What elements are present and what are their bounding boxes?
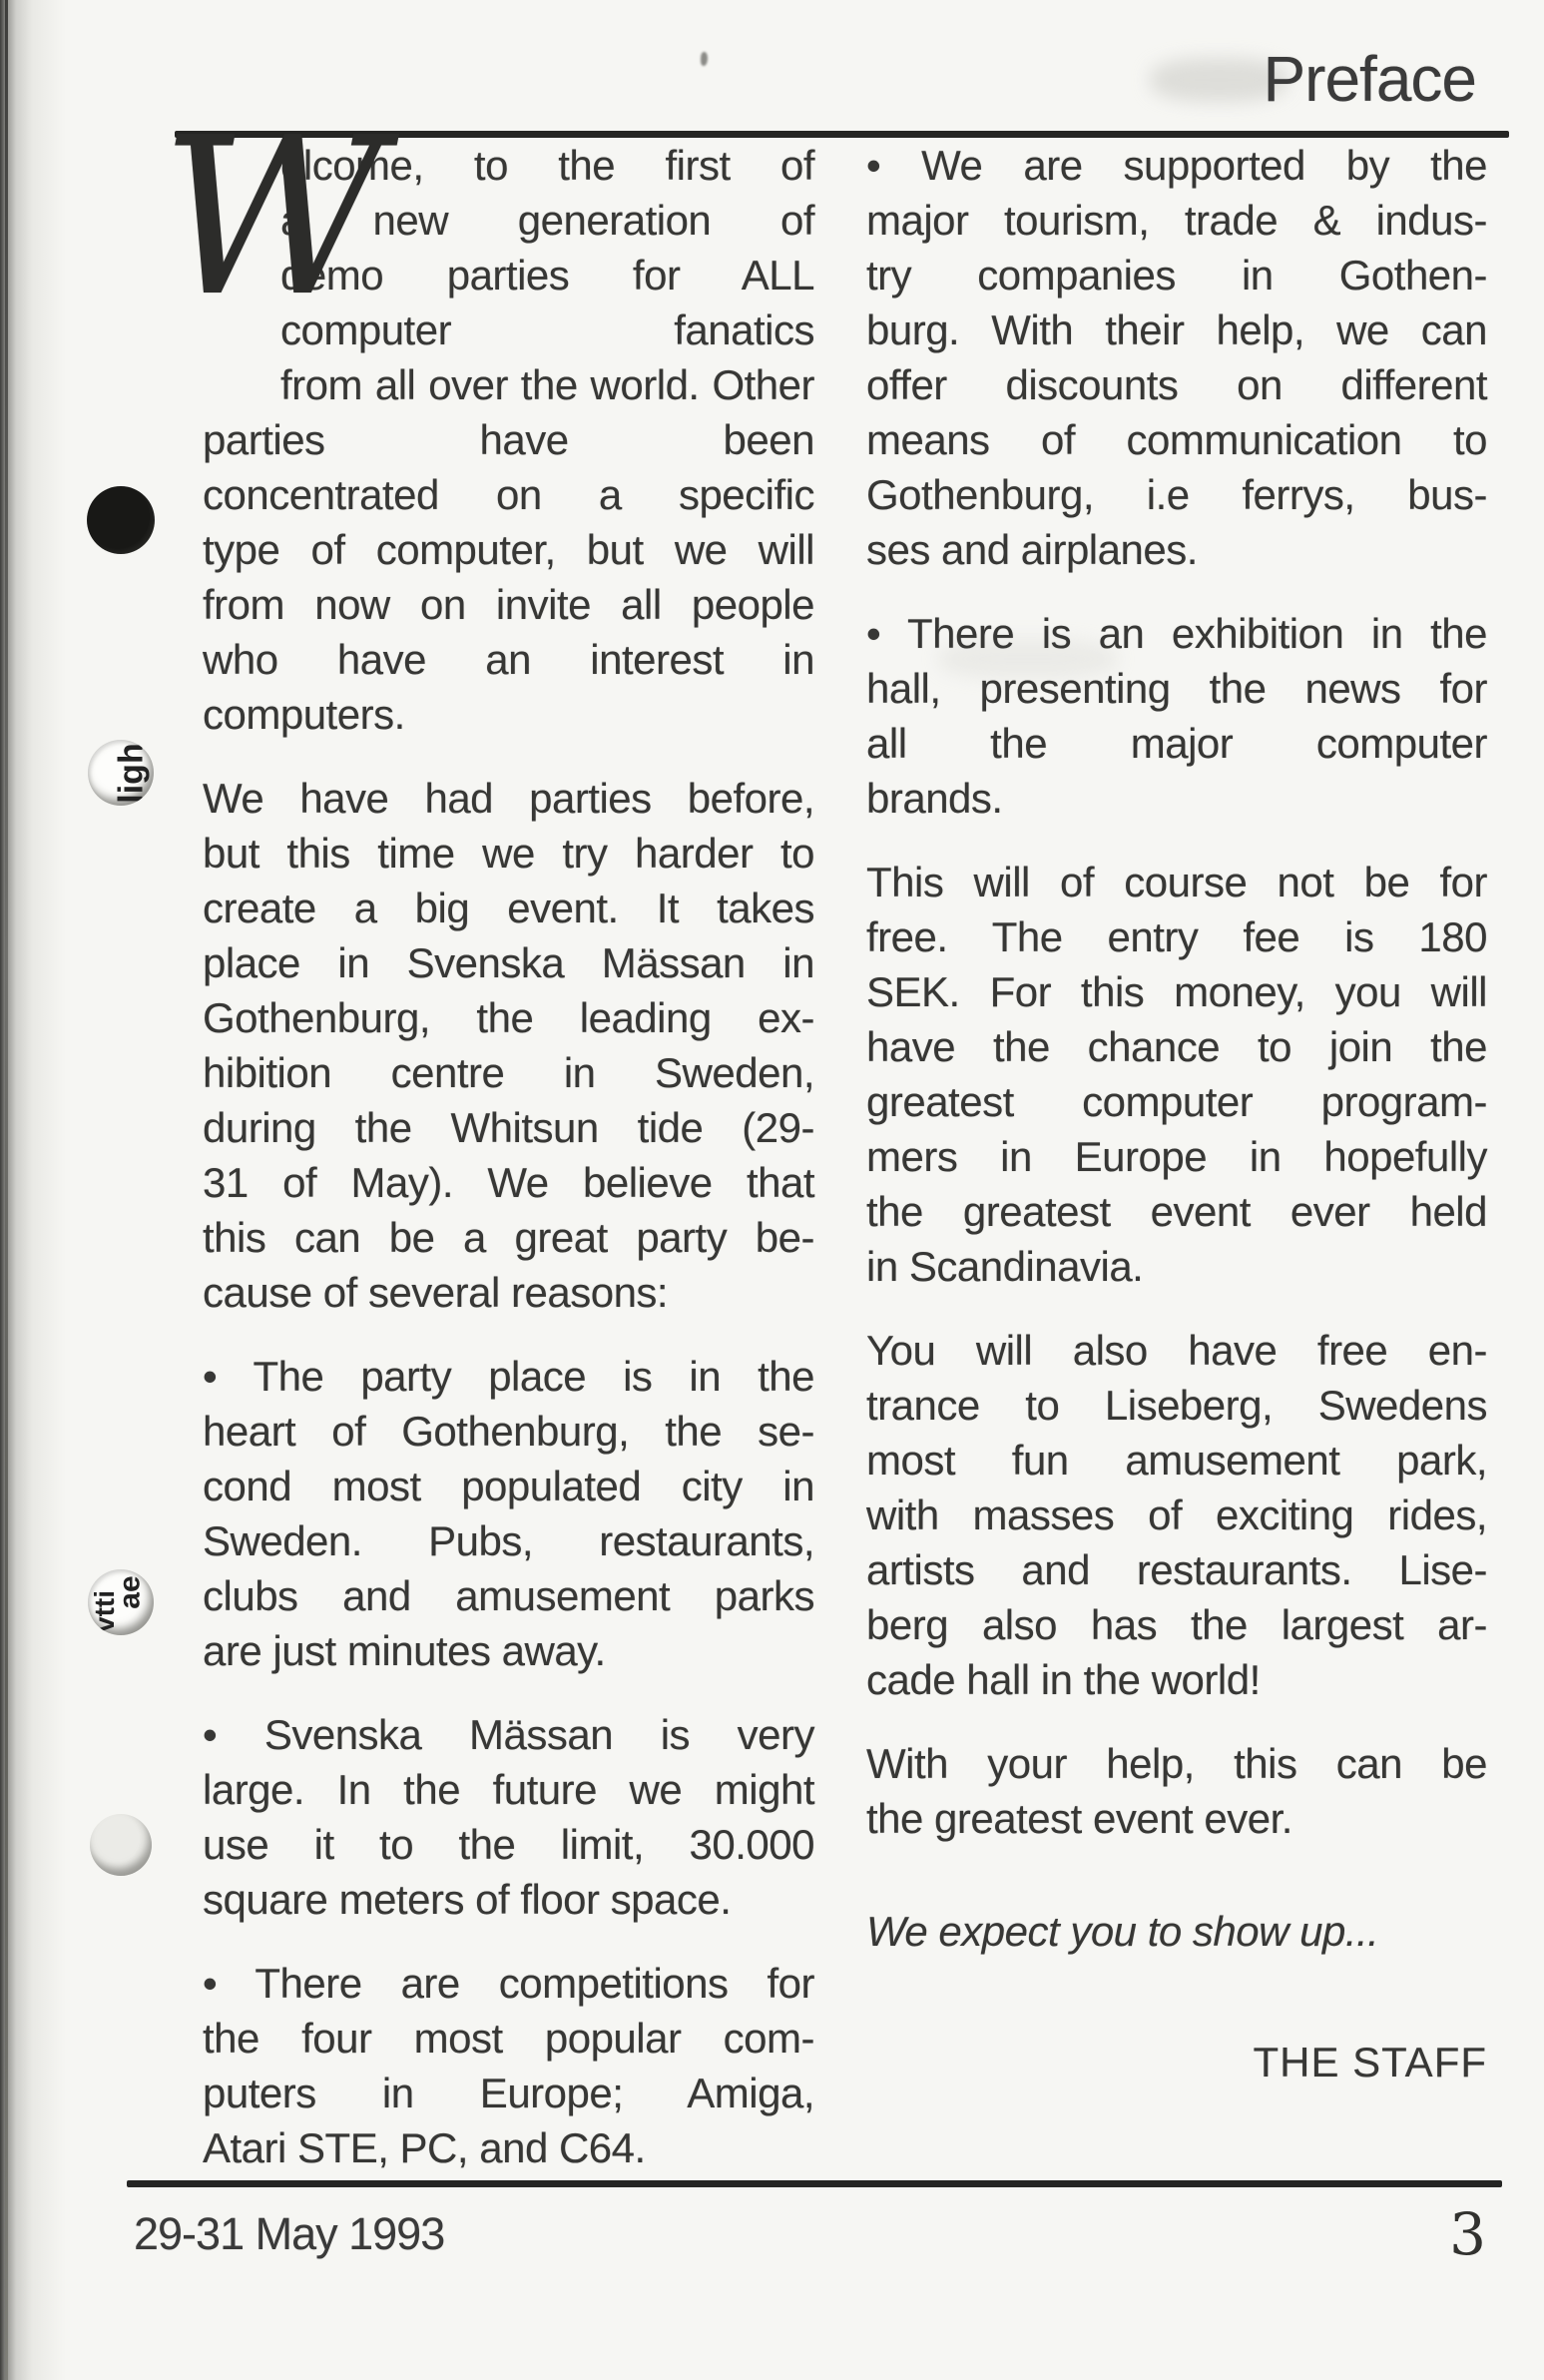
text-line: cause of several reasons: xyxy=(203,1269,669,1316)
right-column xyxy=(866,138,1487,2118)
text-line: who have an interest in xyxy=(203,636,814,683)
paragraph xyxy=(866,1736,1487,1846)
text-line: with masses of exciting rides, xyxy=(866,1491,1487,1538)
text-line: means of communication to xyxy=(866,416,1487,463)
text-line: • We are supported by the xyxy=(866,142,1487,189)
text-line: hibition centre in Sweden, xyxy=(203,1049,814,1096)
paragraph xyxy=(161,92,814,742)
paragraph xyxy=(203,1707,814,1927)
showthrough-text: ae xyxy=(113,1575,147,1609)
text-line: in Scandinavia. xyxy=(866,1243,1144,1290)
binding-hole-shadow xyxy=(90,1814,152,1876)
text-line: greatest computer program- xyxy=(866,1078,1487,1125)
binding-hole-showthrough xyxy=(88,740,154,806)
text-line: clubs and amusement parks xyxy=(203,1572,814,1619)
text-line: concentrated on a specific xyxy=(203,471,814,518)
text-line: heart of Gothenburg, the se- xyxy=(203,1408,814,1455)
text-line: this can be a great party be- xyxy=(203,1214,814,1261)
showthrough-text: vtti xyxy=(89,1590,120,1632)
page-number: 3 xyxy=(1449,2200,1486,2268)
text-line: from all over the world. Other xyxy=(280,361,814,408)
scan-speck xyxy=(701,52,708,66)
text-line: SEK. For this money, you will xyxy=(866,968,1487,1015)
text-line: We have had parties before, xyxy=(203,775,814,822)
text-line: brands. xyxy=(866,775,1003,822)
text-line: the greatest event ever held xyxy=(866,1188,1487,1235)
text-line: berg also has the largest ar- xyxy=(866,1601,1487,1648)
text-line: We expect you to show up... xyxy=(866,1908,1379,1955)
text-line: THE STAFF xyxy=(1253,2039,1487,2085)
text-line: have the chance to join the xyxy=(866,1023,1487,1070)
text-line: free. The entry fee is 180 xyxy=(866,913,1487,960)
text-line: With your help, this can be xyxy=(866,1740,1487,1787)
paragraph xyxy=(203,1349,814,1678)
text-line: 31 of May). We believe that xyxy=(203,1159,814,1206)
text-line: artists and restaurants. Lise- xyxy=(866,1546,1487,1593)
footer-date: 29-31 May 1993 xyxy=(134,2208,445,2259)
text-line: demo parties for ALL xyxy=(280,252,814,298)
paragraph xyxy=(866,138,1487,577)
binding-hole-filled xyxy=(87,486,155,554)
text-line: trance to Liseberg, Swedens xyxy=(866,1382,1487,1429)
text-line: try companies in Gothen- xyxy=(866,252,1487,298)
spine-crease-line xyxy=(5,0,8,2380)
paragraph xyxy=(866,1323,1487,1707)
text-line: mers in Europe in hopefully xyxy=(866,1133,1487,1180)
text-line: • There is an exhibition in the xyxy=(866,610,1487,657)
showthrough-text: ligh xyxy=(112,743,151,804)
text-line: square meters of floor space. xyxy=(203,1876,732,1923)
text-line: during the Whitsun tide (29- xyxy=(203,1104,814,1151)
text-line: all the major computer xyxy=(866,720,1487,767)
text-line: place in Svenska Mässan in xyxy=(203,939,814,986)
text-line: This will of course not be for xyxy=(866,859,1487,905)
text-line: a new generation of xyxy=(280,197,814,244)
paragraph xyxy=(203,1956,814,2175)
text-line: major tourism, trade & indus- xyxy=(866,197,1487,244)
page-spine-shading xyxy=(0,0,70,2380)
text-line: computers. xyxy=(203,691,405,738)
text-line: • There are competitions for xyxy=(203,1960,814,2007)
paragraph xyxy=(203,771,814,1320)
text-line: cond most populated city in xyxy=(203,1463,814,1509)
paragraph xyxy=(866,2035,1487,2089)
text-line: Gothenburg, the leading ex- xyxy=(203,994,814,1041)
paragraph xyxy=(866,855,1487,1294)
text-line: most fun amusement park, xyxy=(866,1437,1487,1484)
text-line: type of computer, but we will xyxy=(203,526,814,573)
drop-cap-letter: W xyxy=(161,92,385,344)
paragraph xyxy=(866,1904,1487,1959)
text-line: cade hall in the world! xyxy=(866,1656,1261,1703)
text-line: Atari STE, PC, and C64. xyxy=(203,2124,646,2171)
page-title: Preface xyxy=(1263,43,1476,115)
text-line: offer discounts on different xyxy=(866,361,1487,408)
text-line: burg. With their help, we can xyxy=(866,306,1487,353)
text-line: puters in Europe; Amiga, xyxy=(203,2070,814,2116)
text-line: computer fanatics xyxy=(280,306,814,353)
drop-cap xyxy=(161,92,385,359)
footer-rule xyxy=(127,2180,1502,2187)
text-line: ses and airplanes. xyxy=(866,526,1198,573)
text-line: the greatest event ever. xyxy=(866,1795,1292,1842)
text-line: from now on invite all people xyxy=(203,581,814,628)
text-line: are just minutes away. xyxy=(203,1627,606,1674)
text-line: large. In the future we might xyxy=(203,1766,814,1813)
left-column xyxy=(161,92,814,2204)
text-line: use it to the limit, 30.000 xyxy=(203,1821,814,1868)
text-line: parties have been xyxy=(203,416,814,463)
text-line: Gothenburg, i.e ferrys, bus- xyxy=(866,471,1487,518)
text-line: You will also have free en- xyxy=(866,1327,1487,1374)
text-line: elcome, to the first of xyxy=(280,142,814,189)
text-line: but this time we try harder to xyxy=(203,830,814,877)
binding-hole-showthrough xyxy=(88,1569,154,1635)
text-line: create a big event. It takes xyxy=(203,885,814,931)
text-line: Sweden. Pubs, restaurants, xyxy=(203,1517,814,1564)
paragraph xyxy=(866,606,1487,826)
text-line: • Svenska Mässan is very xyxy=(203,1711,814,1758)
text-line: the four most popular com- xyxy=(203,2015,814,2062)
text-line: hall, presenting the news for xyxy=(866,665,1487,712)
text-line: • The party place is in the xyxy=(203,1353,814,1400)
